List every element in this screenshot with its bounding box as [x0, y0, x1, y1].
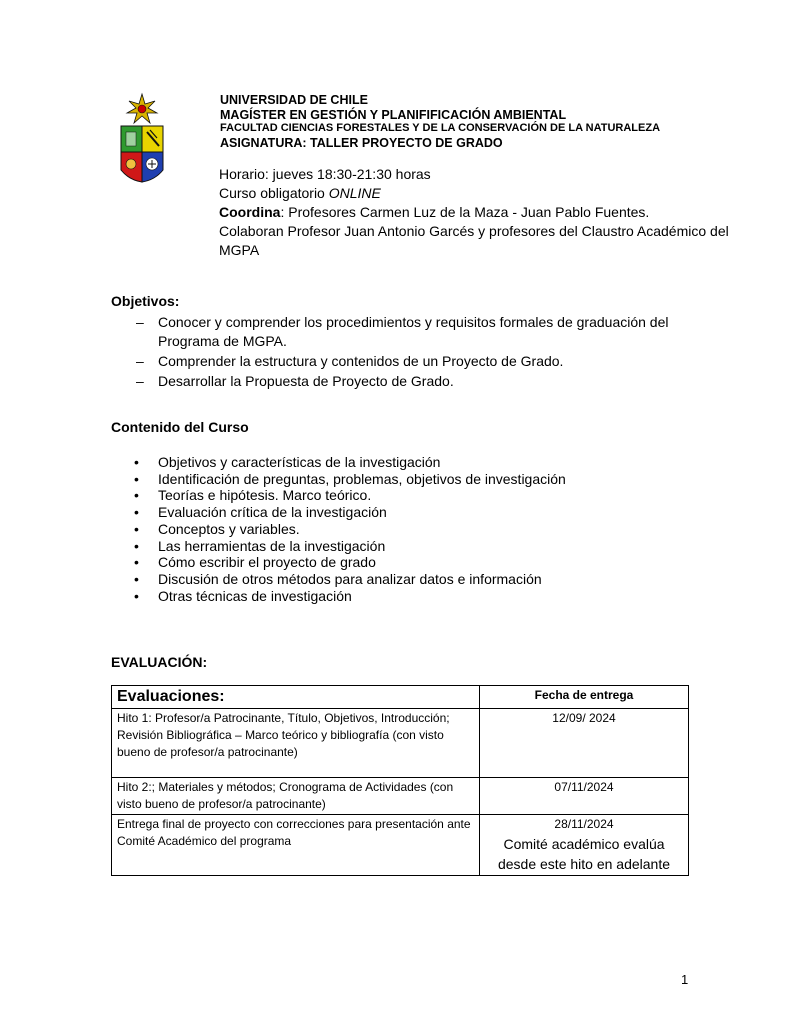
program-name: MAGÍSTER EN GESTIÓN Y PLANIFIFICACIÓN AMBIENTAL [220, 108, 567, 122]
coord-value: : Profesores Carmen Luz de la Maza - Juan Pablo Fuentes. [280, 204, 650, 220]
faculty-name: FACULTAD CIENCIAS FORESTALES Y DE LA CONSERVACIÓN DE LA NATURALEZA [220, 122, 661, 134]
bullet-marker: • [134, 570, 139, 587]
list-item [136, 313, 706, 351]
objective-text: Desarrollar la Propuesta de Proyecto de Grado. [158, 373, 454, 389]
list-item [134, 554, 694, 571]
committee-note: Comité académico evalúa desde este hito en adelante [497, 836, 671, 872]
content-text: Identificación de preguntas, problemas, objetivos de investigación [158, 470, 566, 487]
bullet-marker: • [134, 537, 139, 554]
bullet-marker: • [134, 504, 139, 521]
list-item [134, 571, 694, 588]
content-text: Cómo escribir el proyecto de grado [158, 554, 376, 571]
milestone-description: Hito 1: Profesor/a Patrocinante, Título, Objetivos, Introducción; Revisión Bibliográfica – Marco teórico y bibliografía (con visto bueno de profesor/a patrocinante) [112, 709, 480, 778]
header-evaluations: Evaluaciones: [112, 686, 480, 709]
milestone-date-cell [480, 815, 689, 876]
content-text: Objetivos y características de la investigación [158, 454, 441, 470]
content-text: Las herramientas de la investigación [158, 537, 386, 554]
content-title: Contenido del Curso [111, 419, 249, 435]
list-item [134, 504, 694, 521]
dash-marker: – [136, 314, 144, 330]
collaborators: Colaboran Profesor Juan Antonio Garcés y profesores del Claustro Académico del MGPA [219, 223, 729, 258]
content-text: Conceptos y variables. [158, 520, 300, 537]
evaluation-title: EVALUACIÓN: [111, 654, 208, 670]
bullet-marker: • [134, 520, 139, 537]
list-item [136, 352, 706, 371]
milestone-date: 12/09/ 2024 [480, 709, 689, 778]
bullet-marker: • [134, 487, 139, 504]
list-item [134, 487, 694, 504]
content-list [134, 454, 694, 604]
table-row [112, 778, 689, 815]
schedule: Horario: jueves 18:30-21:30 horas [219, 166, 431, 182]
milestone-description: Hito 2:; Materiales y métodos; Cronograma de Actividades (con visto bueno de profesor/a patrocinante) [112, 778, 480, 815]
content-text: Teorías e hipótesis. Marco teórico. [158, 487, 372, 504]
course-info [219, 165, 739, 260]
bullet-marker: • [134, 587, 139, 604]
list-item [134, 471, 694, 488]
objective-text: Conocer y comprender los procedimientos y requisitos formales de graduación del Programa de MGPA. [158, 314, 669, 349]
university-logo [117, 92, 167, 186]
milestone-description: Entrega final de proyecto con correcciones para presentación ante Comité Académico del programa [112, 815, 480, 876]
mode-prefix: Curso obligatorio [219, 185, 329, 201]
bullet-marker: • [134, 470, 139, 487]
content-text: Discusión de otros métodos para analizar datos e información [158, 570, 542, 587]
list-item [134, 588, 694, 605]
objectives-list [136, 313, 706, 392]
page-number: 1 [681, 972, 689, 987]
list-item [136, 372, 706, 391]
milestone-date: 07/11/2024 [480, 778, 689, 815]
course-mode [219, 184, 739, 203]
list-item [134, 521, 694, 538]
dash-marker: – [136, 353, 144, 369]
content-text: Otras técnicas de investigación [158, 587, 352, 604]
table-row [112, 815, 689, 876]
table-row [112, 709, 689, 778]
coord-label: Coordina [219, 204, 281, 220]
bullet-marker: • [134, 554, 139, 571]
content-text: Evaluación crítica de la investigación [158, 504, 387, 521]
dash-marker: – [136, 373, 144, 389]
evaluation-table [111, 685, 689, 876]
table-header-row [112, 686, 689, 709]
header-due-date: Fecha de entrega [480, 686, 689, 709]
bullet-marker: • [134, 454, 139, 470]
milestone-date: 28/11/2024 [554, 817, 614, 831]
list-item [134, 538, 694, 555]
coordinators [219, 203, 739, 222]
list-item [134, 454, 694, 471]
mode-value: ONLINE [328, 185, 381, 201]
objectives-title: Objetivos: [111, 293, 180, 309]
university-name: UNIVERSIDAD DE CHILE [220, 93, 368, 107]
objective-text: Comprender la estructura y contenidos de un Proyecto de Grado. [158, 353, 564, 369]
course-name: ASIGNATURA: TALLER PROYECTO DE GRADO [220, 136, 503, 150]
